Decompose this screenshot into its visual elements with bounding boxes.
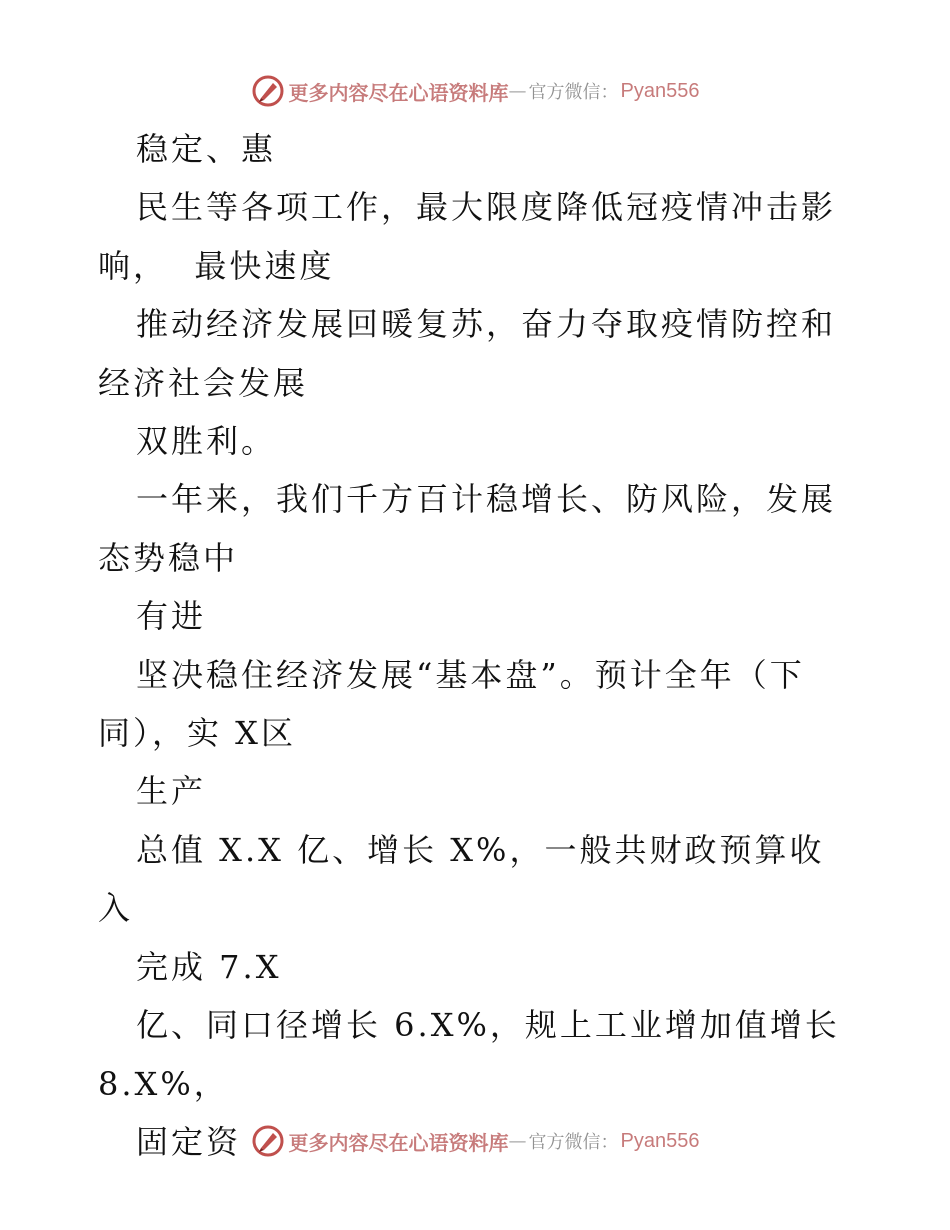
- document-body: [98, 120, 858, 1171]
- paragraph: 亿、同口径增长 6.X%，规上工业增加值增长 8.X%，: [98, 1006, 854, 1103]
- watermark-account: Pyan556: [620, 79, 700, 102]
- paragraph: 固定资: [136, 1122, 242, 1161]
- header-watermark: [0, 71, 950, 111]
- paragraph: 双胜利。: [136, 422, 277, 461]
- pen-nib-logo-icon: [251, 1124, 285, 1158]
- watermark-label: 官方微信：: [528, 82, 619, 103]
- paragraph: 推动经济发展回暖复苏，奋力夺取疫情防控和经济社会发展: [98, 305, 837, 402]
- watermark-label: 官方微信：: [528, 1132, 619, 1153]
- watermark-separator: —: [508, 80, 527, 102]
- pen-nib-logo-icon: [251, 74, 285, 108]
- watermark-separator: —: [508, 1130, 527, 1152]
- paragraph: 一年来，我们千方百计稳增长、防风险，发展态势稳中: [98, 480, 837, 577]
- watermark-title: 更多内容尽在心语资料库: [288, 80, 509, 105]
- footer-watermark: [0, 1121, 950, 1161]
- paragraph: 总值 X.X 亿、增长 X%，一般共财政预算收入: [98, 830, 825, 928]
- paragraph: 完成 7.X: [136, 947, 282, 986]
- paragraph: 稳定、惠: [136, 130, 277, 168]
- paragraph: 有进: [136, 597, 207, 636]
- paragraph: 民生等各项工作，最大限度降低冠疫情冲击影响， 最快速度: [98, 188, 837, 285]
- paragraph: 生产: [136, 772, 207, 811]
- paragraph: 坚决稳住经济发展“基本盘”。预计全年（下同），实 X区: [98, 655, 805, 753]
- watermark-title: 更多内容尽在心语资料库: [288, 1130, 509, 1155]
- watermark-account: Pyan556: [620, 1129, 700, 1152]
